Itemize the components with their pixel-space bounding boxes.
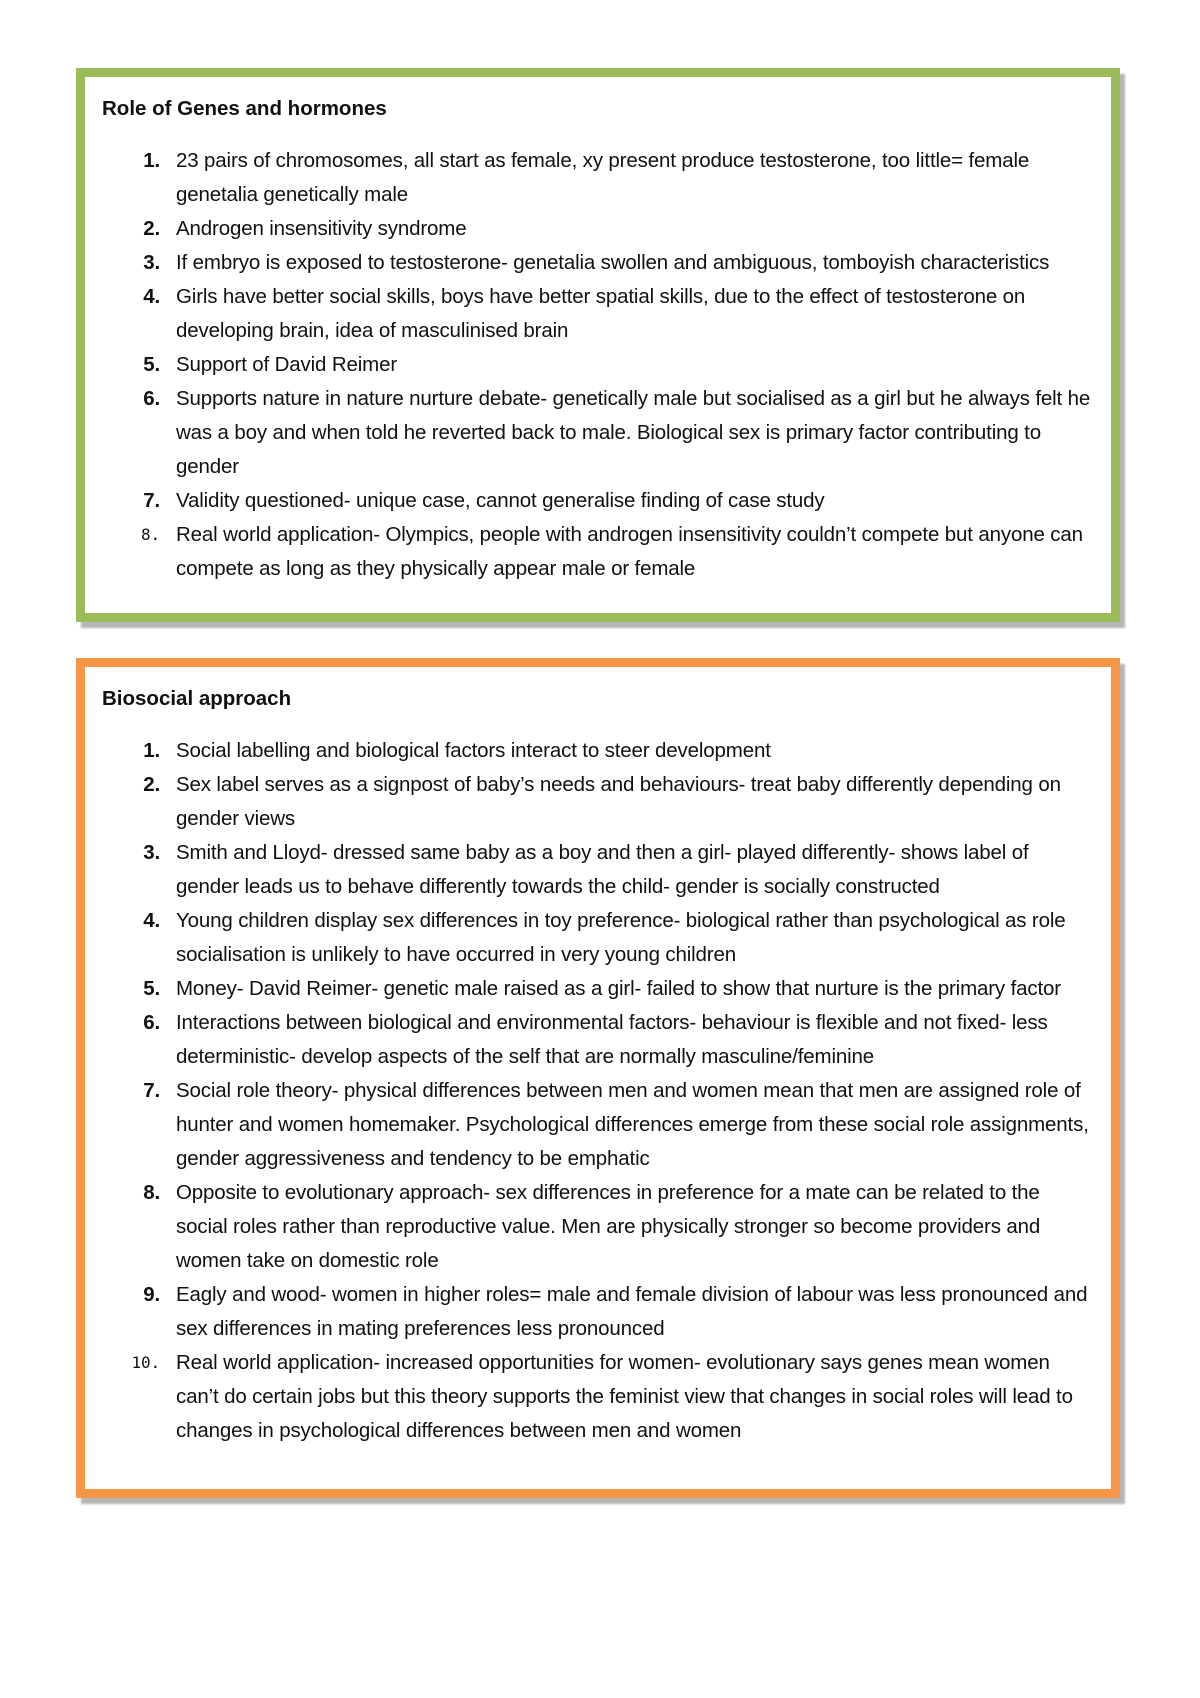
item-text: Social role theory- physical differences between men and women mean that men are assigned role of hunter and women homemaker. Psychological differences emerge from these social role assignments, gender aggressiveness and tendency to be emphatic bbox=[176, 1079, 1089, 1170]
item-number: 8. bbox=[141, 525, 160, 544]
item-number: 10. bbox=[131, 1353, 160, 1372]
list-item bbox=[102, 1278, 1091, 1346]
item-text: Girls have better social skills, boys have better spatial skills, due to the effect of testosterone on developing brain, idea of masculinised brain bbox=[176, 285, 1026, 342]
item-number: 1. bbox=[143, 149, 160, 172]
item-number: 4. bbox=[143, 285, 160, 308]
item-text: Real world application- increased opportunities for women- evolutionary says genes mean women can’t do certain jobs but this theory supports the feminist view that changes in social roles will lead to changes in psychological differences between men and women bbox=[176, 1351, 1073, 1442]
item-number: 8. bbox=[143, 1181, 160, 1204]
item-text: Validity questioned- unique case, cannot generalise finding of case study bbox=[176, 489, 825, 512]
list-item bbox=[102, 1346, 1091, 1448]
item-number: 1. bbox=[143, 739, 160, 762]
numbered-list bbox=[102, 144, 1091, 586]
item-number: 3. bbox=[143, 251, 160, 274]
numbered-list bbox=[102, 734, 1091, 1448]
item-text: Young children display sex differences in toy preference- biological rather than psychological as role socialisation is unlikely to have occurred in very young children bbox=[176, 909, 1066, 966]
list-item bbox=[102, 280, 1091, 348]
item-number: 5. bbox=[143, 977, 160, 1000]
item-number: 2. bbox=[143, 773, 160, 796]
list-item bbox=[102, 382, 1091, 484]
list-item bbox=[102, 768, 1091, 836]
item-number: 4. bbox=[143, 909, 160, 932]
list-item bbox=[102, 212, 1091, 246]
item-text: Androgen insensitivity syndrome bbox=[176, 217, 467, 240]
list-item bbox=[102, 246, 1091, 280]
item-text: Money- David Reimer- genetic male raised as a girl- failed to show that nurture is the primary factor bbox=[176, 977, 1061, 1000]
list-item bbox=[102, 1176, 1091, 1278]
list-item bbox=[102, 348, 1091, 382]
list-item bbox=[102, 1074, 1091, 1176]
item-text: Eagly and wood- women in higher roles= male and female division of labour was less pronounced and sex differences in mating preferences less pronounced bbox=[176, 1283, 1088, 1340]
box-title: Role of Genes and hormones bbox=[102, 97, 387, 120]
item-text: Support of David Reimer bbox=[176, 353, 398, 376]
list-item bbox=[102, 972, 1091, 1006]
list-item bbox=[102, 144, 1091, 212]
list-item bbox=[102, 734, 1091, 768]
item-number: 7. bbox=[143, 489, 160, 512]
item-number: 6. bbox=[143, 387, 160, 410]
list-item bbox=[102, 518, 1091, 586]
item-text: Smith and Lloyd- dressed same baby as a boy and then a girl- played differently- shows label of gender leads us to behave differently towards the child- gender is socially constructed bbox=[176, 841, 1029, 898]
item-text: Interactions between biological and environmental factors- behaviour is flexible and not fixed- less deterministic- develop aspects of the self that are normally masculine/feminine bbox=[176, 1011, 1048, 1068]
item-text: If embryo is exposed to testosterone- genetalia swollen and ambiguous, tomboyish characteristics bbox=[176, 251, 1050, 274]
list-item bbox=[102, 904, 1091, 972]
item-number: 9. bbox=[143, 1283, 160, 1306]
item-number: 2. bbox=[143, 217, 160, 240]
box-title: Biosocial approach bbox=[102, 687, 292, 710]
item-number: 6. bbox=[143, 1011, 160, 1034]
item-number: 7. bbox=[143, 1079, 160, 1102]
list-item bbox=[102, 836, 1091, 904]
list-item bbox=[102, 1006, 1091, 1074]
item-number: 5. bbox=[143, 353, 160, 376]
item-text: Sex label serves as a signpost of baby’s needs and behaviours- treat baby differently depending on gender views bbox=[176, 773, 1061, 830]
genes-hormones-box bbox=[76, 68, 1120, 622]
item-text: Supports nature in nature nurture debate- genetically male but socialised as a girl but he always felt he was a boy and when told he reverted back to male. Biological sex is primary factor contributing to gender bbox=[176, 387, 1091, 478]
item-number: 3. bbox=[143, 841, 160, 864]
item-text: Opposite to evolutionary approach- sex differences in preference for a mate can be related to the social roles rather than reproductive value. Men are physically stronger so become providers and women take on domestic role bbox=[176, 1181, 1041, 1272]
biosocial-approach-box bbox=[76, 658, 1120, 1498]
item-text: Real world application- Olympics, people with androgen insensitivity couldn’t compete but anyone can compete as long as they physically appear male or female bbox=[176, 523, 1083, 580]
item-text: Social labelling and biological factors interact to steer development bbox=[176, 739, 771, 762]
list-item bbox=[102, 484, 1091, 518]
item-text: 23 pairs of chromosomes, all start as female, xy present produce testosterone, too little= female genetalia genetically male bbox=[176, 149, 1030, 206]
